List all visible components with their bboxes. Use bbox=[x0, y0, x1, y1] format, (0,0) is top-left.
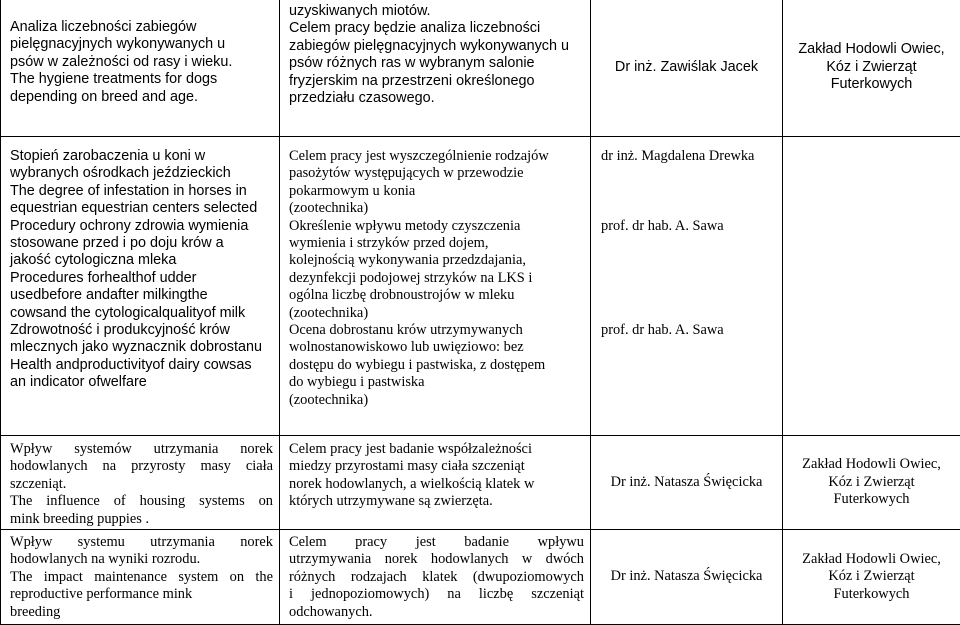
department-line: Zakład Hodowli Owiec, bbox=[783, 551, 960, 568]
description-line: odchowanych. bbox=[289, 604, 584, 621]
topic-title-cell bbox=[1, 0, 280, 137]
topic-title-line: Stopień zarobaczenia u koni w bbox=[10, 148, 273, 165]
description-line: Celem pracy jest badanie współzależności bbox=[289, 441, 584, 458]
supervisor-cell bbox=[591, 436, 783, 530]
description-line: Celem pracy będzie analiza liczebności bbox=[289, 20, 584, 37]
description-line: fryzjerskim na przestrzeni określonego bbox=[289, 73, 584, 90]
topic-title-line: Analiza liczebności zabiegów bbox=[10, 19, 273, 36]
description-line: kolejnością wykonywania przedzdajania, bbox=[289, 252, 584, 269]
topic-title-line: The influence of housing systems on bbox=[10, 493, 273, 510]
supervisor-cell bbox=[591, 137, 783, 436]
topic-title-line: Wpływ systemu utrzymania norek bbox=[10, 534, 273, 551]
description-line: i jednopoziomowych) na liczbę szczeniąt bbox=[289, 586, 584, 603]
department-line: Kóz i Zwierząt bbox=[783, 59, 960, 76]
department-line: Zakład Hodowli Owiec, bbox=[783, 41, 960, 58]
department-line: Zakład Hodowli Owiec, bbox=[783, 456, 960, 473]
table-row bbox=[1, 530, 960, 625]
table-row bbox=[1, 137, 960, 436]
topic-title-line: breeding bbox=[10, 604, 273, 621]
supervisor-cell bbox=[591, 530, 783, 625]
supervisor-name: prof. dr hab. A. Sawa bbox=[601, 322, 782, 339]
description-line: ogólna liczbę drobnoustrojów w mleku bbox=[289, 287, 584, 304]
department-cell bbox=[783, 436, 960, 530]
topic-title-line: mink breeding puppies . bbox=[10, 511, 273, 528]
department-cell bbox=[783, 530, 960, 625]
description-line: których utrzymywane są zwierzęta. bbox=[289, 493, 584, 510]
description-line: (zootechnika) bbox=[289, 392, 584, 409]
topic-title-cell bbox=[1, 530, 280, 625]
topic-title-line: Procedures forhealthof udder bbox=[10, 270, 273, 287]
topic-title-line: The impact maintenance system on the bbox=[10, 569, 273, 586]
description-line: Celem pracy jest badanie wpływu bbox=[289, 534, 584, 551]
topic-title-line: mlecznych jako wyznacznik dobrostanu bbox=[10, 339, 273, 356]
description-line: miedzy przyrostami masy ciała szczeniąt bbox=[289, 458, 584, 475]
description-line: dezynfekcji podojowej strzyków na LKS i bbox=[289, 270, 584, 287]
topic-description-cell bbox=[280, 530, 591, 625]
topic-title-line: jakość cytologiczna mleka bbox=[10, 252, 273, 269]
description-line: utrzymywania norek hodowlanych w dwóch bbox=[289, 551, 584, 568]
topic-description-cell bbox=[280, 436, 591, 530]
topic-title-cell bbox=[1, 436, 280, 530]
topic-title-cell bbox=[1, 137, 280, 436]
topic-title-line: The hygiene treatments for dogs bbox=[10, 71, 273, 88]
department-cell bbox=[783, 0, 960, 137]
description-line: (zootechnika) bbox=[289, 305, 584, 322]
table-row bbox=[1, 436, 960, 530]
description-line: dostępu do wybiegu i pastwiska, z dostępem bbox=[289, 357, 584, 374]
topic-title-line: equestrian equestrian centers selected bbox=[10, 200, 273, 217]
description-line: Celem pracy jest wyszczególnienie rodzajów bbox=[289, 148, 584, 165]
description-line: pasożytów występujących w przewodzie bbox=[289, 165, 584, 182]
description-line: wolnostanowiskowo lub uwięziowo: bez bbox=[289, 339, 584, 356]
topic-title-line: Procedury ochrony zdrowia wymienia bbox=[10, 218, 273, 235]
topic-title-line: reproductive performance mink bbox=[10, 586, 273, 603]
topic-title-line: Health andproductivityof dairy cowsas bbox=[10, 357, 273, 374]
description-line: przedziału czasowego. bbox=[289, 90, 584, 107]
topic-title-line: cowsand the cytologicalqualityof milk bbox=[10, 305, 273, 322]
topic-title-line: depending on breed and age. bbox=[10, 89, 273, 106]
department-line: Kóz i Zwierząt bbox=[783, 474, 960, 491]
department-line: Futerkowych bbox=[783, 491, 960, 508]
supervisor-cell bbox=[591, 0, 783, 137]
supervisor-name: prof. dr hab. A. Sawa bbox=[601, 218, 782, 322]
topic-title-line: pielęgnacyjnych wykonywanych u bbox=[10, 36, 273, 53]
description-line: psów różnych ras w wybranym salonie bbox=[289, 55, 584, 72]
topic-title-line: szczeniąt. bbox=[10, 476, 273, 493]
supervisor-name: dr inż. Magdalena Drewka bbox=[601, 148, 782, 218]
department-line: Kóz i Zwierząt bbox=[783, 568, 960, 585]
department-line: Futerkowych bbox=[783, 586, 960, 603]
topic-title-line: The degree of infestation in horses in bbox=[10, 183, 273, 200]
supervisor-name: Dr inż. Natasza Święcicka bbox=[611, 568, 763, 584]
topic-description-cell bbox=[280, 0, 591, 137]
description-line: (zootechnika) bbox=[289, 200, 584, 217]
description-line: zabiegów pielęgnacyjnych wykonywanych u bbox=[289, 38, 584, 55]
description-line: uzyskiwanych miotów. bbox=[289, 3, 584, 20]
topic-description-cell bbox=[280, 137, 591, 436]
table-row bbox=[1, 0, 960, 137]
topic-title-line: hodowlanych na wyniki rozrodu. bbox=[10, 551, 273, 568]
topic-title-line: an indicator ofwelfare bbox=[10, 374, 273, 391]
description-line: pokarmowym u konia bbox=[289, 183, 584, 200]
description-line: wymienia i strzyków przed dojem, bbox=[289, 235, 584, 252]
department-line: Futerkowych bbox=[783, 76, 960, 93]
topic-title-line: wybranych ośrodkach jeździeckich bbox=[10, 165, 273, 182]
topic-title-line: usedbefore andafter milkingthe bbox=[10, 287, 273, 304]
description-line: Ocena dobrostanu krów utrzymywanych bbox=[289, 322, 584, 339]
topic-title-line: Zdrowotność i produkcyjność krów bbox=[10, 322, 273, 339]
description-line: norek hodowlanych, a wielkością klatek w bbox=[289, 476, 584, 493]
supervisor-name: Dr inż. Zawiślak Jacek bbox=[615, 59, 758, 75]
description-line: różnych rodzajach klatek (dwupoziomowych bbox=[289, 569, 584, 586]
supervisor-name: Dr inż. Natasza Święcicka bbox=[611, 474, 763, 490]
department-cell bbox=[783, 137, 960, 436]
description-line: do wybiegu i pastwiska bbox=[289, 374, 584, 391]
topic-title-line: Wpływ systemów utrzymania norek bbox=[10, 441, 273, 458]
description-line: Określenie wpływu metody czyszczenia bbox=[289, 218, 584, 235]
topic-title-line: stosowane przed i po doju krów a bbox=[10, 235, 273, 252]
topic-title-line: hodowlanych na przyrosty masy ciała bbox=[10, 458, 273, 475]
topic-title-line: psów w zależności od rasy i wieku. bbox=[10, 54, 273, 71]
